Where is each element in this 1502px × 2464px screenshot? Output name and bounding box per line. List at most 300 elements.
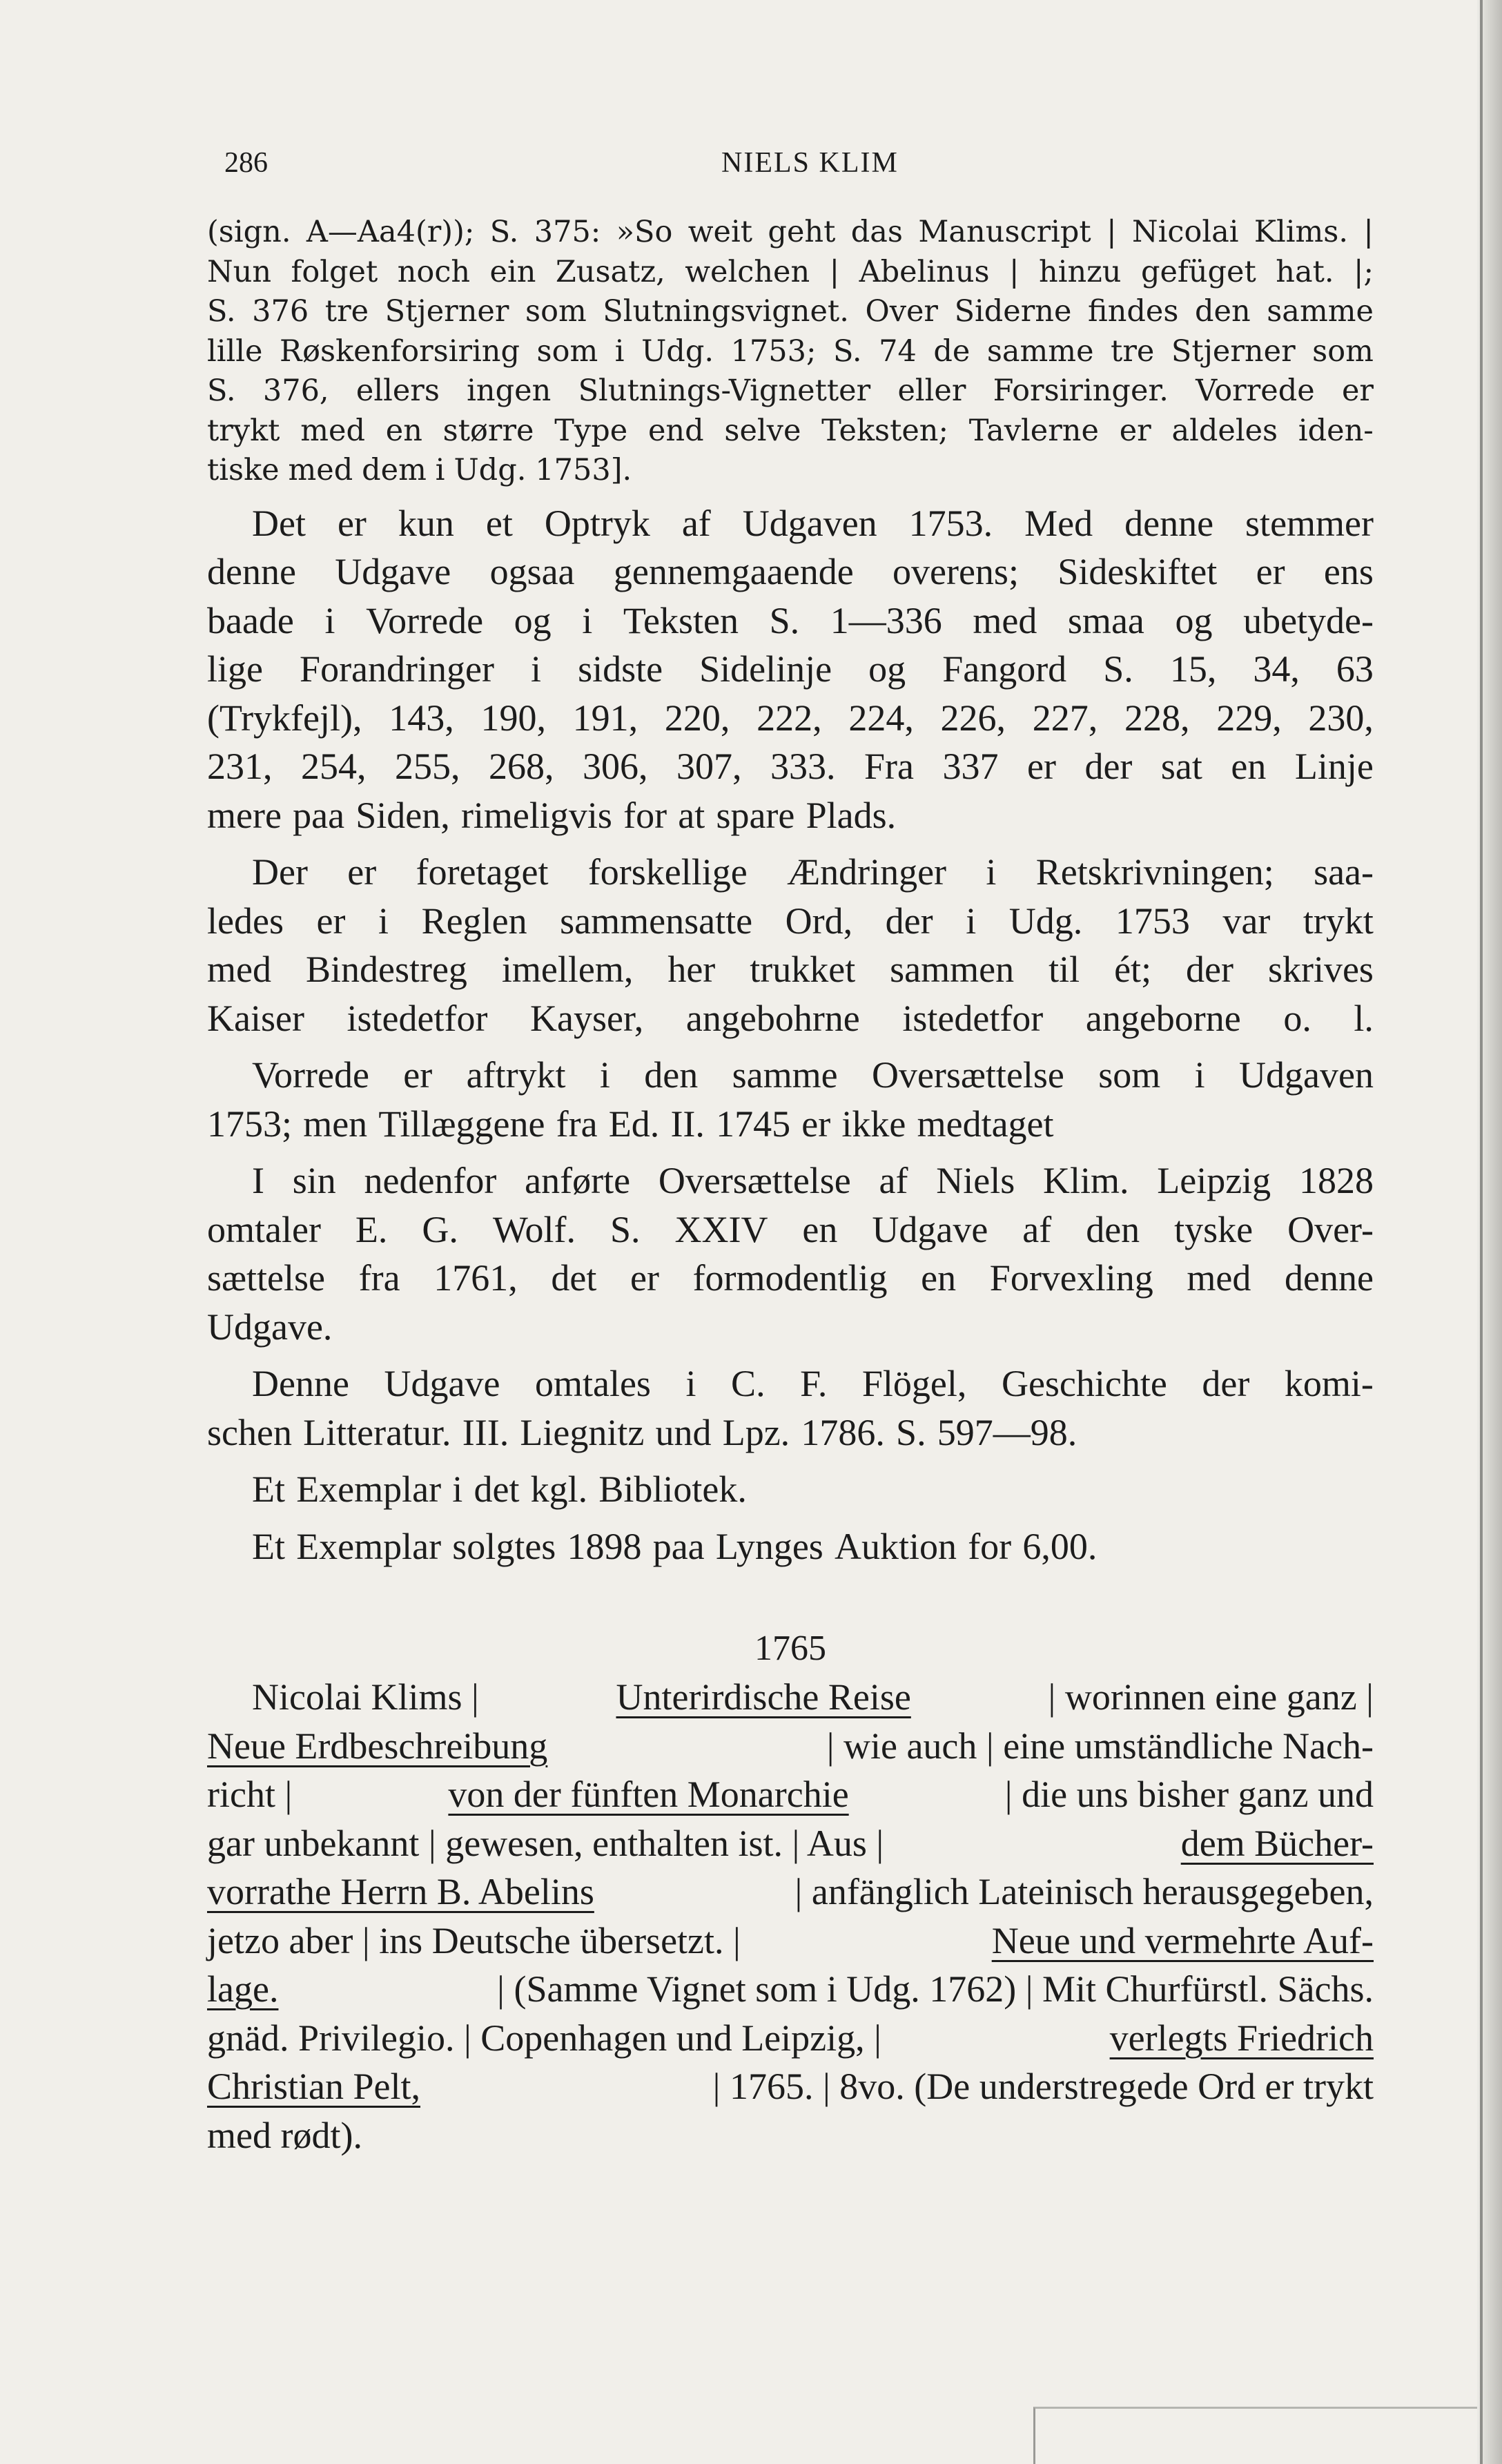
word: Over- [1287,1208,1374,1250]
word: ubetyde- [1243,599,1374,641]
binding-shadow [1480,0,1483,2464]
word: Et [252,1525,285,1567]
word: (sign. [207,215,291,249]
word: Nicolai [1132,215,1239,249]
word: en [802,1208,838,1250]
word: 1761, [433,1257,518,1299]
title-text: jetzo aber | ins Deutsche übersetzt. | [207,1919,741,1961]
word: Exemplar [296,1468,442,1510]
word: 191, [572,697,638,739]
word: fra [556,1103,598,1145]
title-line [207,1819,1374,1868]
text-line [207,547,1374,596]
title-text: | anfänglich Lateinisch herausgegeben, [794,1871,1374,1912]
word: 333. [770,746,836,787]
word: Ændringer [787,851,947,893]
word: stemmer [1245,502,1374,544]
word: er [630,1257,659,1299]
word: 34, [1253,648,1300,690]
word: 226, [940,697,1006,739]
word: det [551,1257,597,1299]
word: end [647,413,704,448]
word: trukket [750,949,856,990]
word: Klims. [1254,215,1349,249]
word: ét; [1114,949,1152,990]
word: 337 [942,746,999,787]
word: Reglen [421,900,527,942]
title-line [207,1722,1374,1771]
text-line [207,213,1374,253]
word: Sideskiftet [1057,551,1218,592]
word: S. [609,1208,641,1250]
title-text: | worinnen eine ganz | [1048,1676,1374,1718]
text-line [207,645,1374,694]
word: Vorrede [1196,374,1315,408]
word: 1786. [801,1411,885,1453]
word: S. [207,294,236,329]
word: Med [1024,502,1093,544]
paragraph [207,1522,1374,1571]
title-line [207,2014,1374,2063]
word: nedenfor [364,1160,497,1201]
word: eller [897,374,966,408]
word: (Trykfejl), [207,697,362,739]
red-underlined-text: lage. [207,1968,279,2010]
word: baade [207,599,294,641]
word: F. [800,1363,828,1404]
word: Plads. [806,794,897,836]
word: Klim. [1042,1160,1129,1201]
word: Retskrivningen; [1035,851,1274,893]
word: skrives [1267,949,1374,990]
word: 1753. [908,502,993,544]
word: er [337,502,367,544]
word: den [1195,294,1251,329]
word: das [850,215,903,249]
word: er [1256,551,1285,592]
text-line [207,451,1374,491]
word: Wolf. [492,1208,576,1250]
text-line [207,848,1374,897]
word: Kayser, [530,997,644,1039]
title-line [207,1673,1374,1722]
word: de [933,333,971,369]
word: 306, [583,746,648,787]
word: en [1231,746,1267,787]
word: Bindestreg [305,949,467,990]
word: Kaiser [207,997,304,1039]
word: schen [207,1411,292,1453]
word: Slutningsvignet. [603,294,849,329]
word: paa [293,794,345,836]
word: Ord, [785,900,853,942]
word: | [1106,215,1117,249]
word: ogsaa [489,551,575,592]
word: 254, [301,746,367,787]
word: Stjerner [1171,333,1296,369]
word: Udgave [872,1208,988,1250]
title-text: | wie auch | eine umständliche Nach- [826,1725,1374,1767]
word: 228, [1124,697,1190,739]
word: kun [398,502,454,544]
text-line [207,1408,1374,1457]
paragraph [207,1465,1374,1514]
page-body [207,213,1374,2160]
word: sat [1160,746,1202,787]
word: 1753 [1115,900,1190,942]
word: S. [1103,648,1133,690]
word: ellers [355,374,440,408]
commentary [207,499,1374,1571]
word: Liegnitz [520,1411,645,1453]
title-line [207,2111,1374,2160]
word: sin [292,1160,336,1201]
word: II. [670,1103,705,1145]
word: XXIV [674,1208,768,1250]
word: her [667,949,716,990]
text-line [207,897,1374,946]
word: at [678,794,705,836]
word: 15, [1169,648,1217,690]
word: Udgaven [742,502,877,544]
word: sammen [890,949,1015,990]
word: ein [489,254,536,289]
text-line [207,411,1374,452]
word: Udg. [1008,900,1083,942]
word: III. [462,1411,509,1453]
title-line [207,1965,1374,2014]
word: med [973,599,1037,641]
word: und [655,1411,712,1453]
word: sættelse [207,1257,325,1299]
word: 376 [252,294,309,329]
word: i [378,900,389,942]
word: samme [986,333,1094,369]
word: Forsiringer. [993,374,1169,408]
word: Auktion [835,1525,957,1567]
word: Udgave. [207,1306,333,1348]
text-line [207,694,1374,743]
word: solgtes [452,1525,556,1567]
word: welchen [685,254,810,289]
word: som [536,333,598,369]
word: Niels [936,1160,1015,1201]
word: smaa [1067,599,1144,641]
word: tre [324,294,369,329]
word: er [1341,374,1374,408]
word: S. [896,1411,926,1453]
word: Over [865,294,938,329]
title-text: | die uns bisher ganz und [1004,1774,1374,1815]
word: der [1202,1363,1250,1404]
text-line [207,994,1374,1043]
title-text: gar unbekannt | gewesen, enthalten ist. | Aus | [207,1822,884,1864]
word: for [968,1525,1012,1567]
word: omtaler [207,1208,321,1250]
word: er [316,900,346,942]
word: i [966,900,977,942]
word: weit [687,215,753,249]
text-line [207,499,1374,548]
word: denne [207,551,296,592]
word: S. [489,215,519,249]
word: trykt [1303,900,1374,942]
red-underlined-text: Neue Erdbeschreibung [207,1725,548,1767]
text-line [207,791,1374,840]
word: er [1026,746,1056,787]
word: der [1186,949,1233,990]
word: tre [1111,333,1155,369]
word: 1898 [567,1525,642,1567]
word: som [525,294,587,329]
word: Oversættelse [871,1054,1064,1096]
word: kgl. [530,1468,588,1510]
text-line [207,596,1374,646]
word: C. [731,1363,765,1404]
word: og [1175,599,1213,641]
text-line [207,1254,1374,1303]
word: Teksten; [821,413,948,448]
red-underlined-text: Christian Pelt, [207,2066,420,2107]
word: 1745 [716,1103,791,1145]
word: til [1049,949,1080,990]
word: Et [252,1468,285,1510]
paragraph [207,1051,1374,1148]
word: S. [832,333,862,369]
text-line [207,1100,1374,1149]
word: trykt [207,413,280,448]
bibliographic-note [207,213,1374,491]
word: Litteratur. [303,1411,451,1453]
word: spare [716,794,795,836]
word: o. [1283,997,1311,1039]
word: aldeles [1171,413,1278,448]
word: | [1009,254,1020,289]
word: komi- [1284,1363,1374,1404]
word: et [485,502,513,544]
word: Lpz. [722,1411,790,1453]
word: Denne [252,1363,349,1404]
word: 190, [480,697,546,739]
word: 63 [1336,648,1374,690]
title-text: | 1765. | 8vo. (De understregede Ord er trykt [712,2066,1374,2107]
title-text: med rødt). [207,2114,362,2156]
title-line [207,1868,1374,1917]
word: | [1363,215,1374,249]
word: i [1194,1054,1205,1096]
word: i [582,599,593,641]
text-line [207,945,1374,994]
word: Oversættelse [658,1160,851,1201]
word: Fra [864,746,914,787]
title-line [207,1917,1374,1966]
word: iden- [1298,413,1374,448]
word: med [288,453,353,487]
word: i [599,1054,610,1096]
word: angeborne [1085,997,1241,1039]
word: S. [207,374,236,408]
word: folget [291,254,378,289]
red-underlined-text: vorrathe Herrn B. Abelins [207,1871,594,1912]
word: Lynges [715,1525,823,1567]
word: A—Aa4(r)); [306,215,475,249]
title-text: gnäd. Privilegio. | Copenhagen und Leipzig, | [207,2017,881,2059]
word: istedetfor [347,997,488,1039]
word: | [829,254,840,289]
title-text: | (Samme Vignet som i Udg. 1762) | Mit Churfürstl. Sächs. [497,1968,1374,2010]
word: 222, [757,697,822,739]
word: Tavlerne [968,413,1099,448]
word: er [801,1103,831,1145]
word: rimeligvis [460,794,612,836]
word: der [1084,746,1133,787]
page-corner-mark [1033,2407,1477,2464]
word: med [1187,1257,1251,1299]
word: som [1312,333,1374,369]
text-line [207,1156,1374,1205]
word: Udg. [453,453,527,487]
word: Røskenforsiring [279,333,520,369]
word: Udgaven [1239,1054,1374,1096]
word: den [1086,1208,1140,1250]
word: Linje [1294,746,1374,787]
word: en [385,413,422,448]
word: ikke [841,1103,906,1145]
word: aftrykt [466,1054,566,1096]
word: Slutnings-Vignetter [578,374,871,408]
red-underlined-text: von der fünften Monarchie [448,1774,849,1815]
word: er [403,1054,433,1096]
word: Udgave [384,1363,500,1404]
word: af [681,502,711,544]
text-line [207,253,1374,293]
word: en [921,1257,957,1299]
word: samme [732,1054,838,1096]
word: Zusatz, [555,254,665,289]
word: istedetfor [902,997,1044,1039]
word: større [442,413,534,448]
word: 1828 [1298,1160,1374,1201]
text-line [207,371,1374,411]
word: ledes [207,900,284,942]
word: 143, [389,697,454,739]
word: imellem, [501,949,634,990]
word: E. [355,1208,388,1250]
text-line [207,1359,1374,1408]
word: i [685,1363,696,1404]
word: omtales [534,1363,651,1404]
word: Vorrede [252,1054,369,1096]
word: 230, [1308,697,1374,739]
word: Stjerner [384,294,509,329]
word: Nun [207,254,272,289]
word: 268, [489,746,554,787]
word: gennemgaaende [613,551,854,592]
word: Siderne [954,294,1072,329]
word: tiske [207,453,280,487]
word: den [644,1054,699,1096]
word: ingen [467,374,552,408]
word: for [623,794,667,836]
word: findes [1088,294,1179,329]
word: Forandringer [300,648,494,690]
word: lille [207,333,263,369]
word: 220, [664,697,730,739]
word: 255, [395,746,460,787]
word: det [474,1468,520,1510]
word: l. [1354,997,1374,1039]
word: Udg. [641,333,714,369]
word: af [879,1160,908,1201]
red-underlined-text: Neue und vermehrte Auf- [991,1919,1374,1961]
word: gefüget [1140,254,1256,289]
word: selve [724,413,801,448]
word: geht [768,215,836,249]
title-text: richt | [207,1774,293,1815]
word: Sidelinje [699,648,832,690]
word: lige [207,648,263,690]
word: Leipzig [1157,1160,1271,1201]
word: Optryk [544,502,650,544]
word: anførte [525,1160,631,1201]
word: af [1022,1208,1052,1250]
word: Type [554,413,628,448]
word: I [252,1160,264,1201]
word: Fangord [942,648,1067,690]
word: Abelinus [859,254,990,289]
word: hat. [1276,254,1334,289]
word: sammensatte [560,900,753,942]
word: der [885,900,933,942]
word: S. [769,599,800,641]
word: var [1222,900,1271,942]
word: fra [358,1257,400,1299]
word: men [303,1103,368,1145]
word: medtaget [917,1103,1054,1145]
word: formodentlig [692,1257,888,1299]
word: Siden, [355,794,450,836]
word: angebohrne [685,997,860,1039]
word: hinzu [1039,254,1122,289]
word: Exemplar [296,1525,442,1567]
running-head: NIELS KLIM [721,147,899,179]
word: 1753; [207,1103,293,1145]
word: 6,00. [1022,1525,1098,1567]
text-line [207,1303,1374,1352]
word: 375: [534,215,601,249]
word: saa- [1314,851,1374,893]
word: Udgave [335,551,451,592]
word: Ed. [608,1103,660,1145]
word: 74 [879,333,917,369]
word: paa [652,1525,705,1567]
word: med [207,949,271,990]
word: Bibliotek. [598,1468,747,1510]
text-line [207,1205,1374,1254]
paragraph [207,848,1374,1042]
word: Teksten [623,599,739,641]
word: er [347,851,377,893]
text-line [207,292,1374,332]
word: er [1119,413,1151,448]
word: »So [616,215,673,249]
word: foretaget [416,851,549,893]
word: 307, [676,746,742,787]
word: |; [1353,254,1374,289]
word: noch [397,254,471,289]
text-line [207,1522,1374,1571]
word: 597—98. [937,1411,1077,1453]
